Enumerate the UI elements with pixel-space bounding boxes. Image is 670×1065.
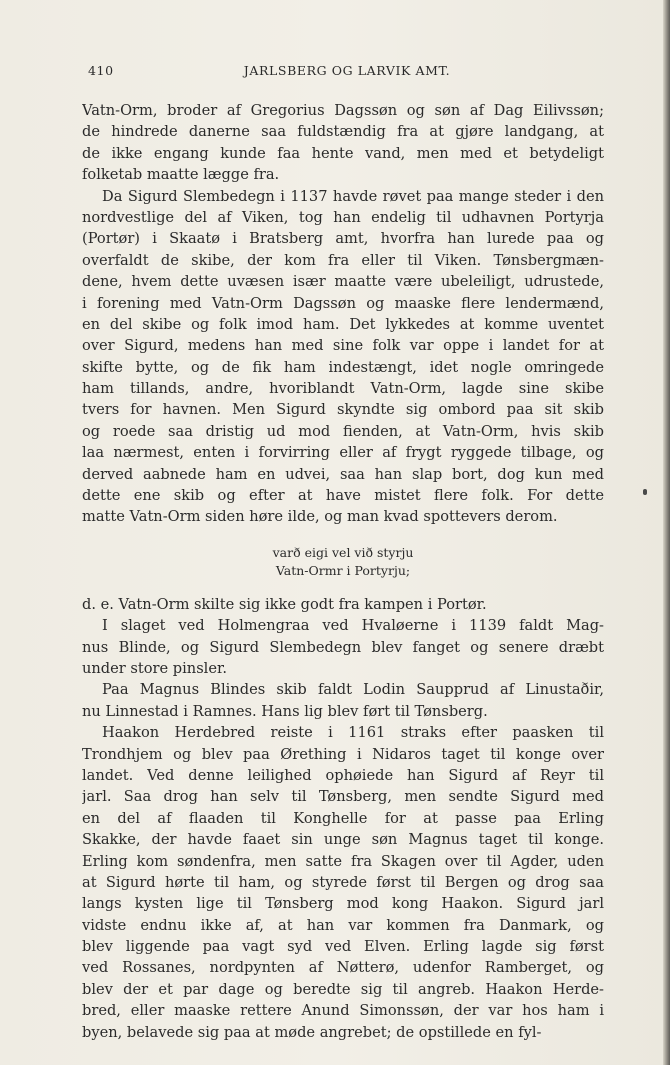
text-line: overfaldt de skibe, der kom fra eller til Viken. Tønsbergmæn- [82, 251, 604, 269]
paragraph [82, 100, 604, 186]
paragraph [82, 722, 604, 1043]
text-line: matte Vatn-Orm siden høre ilde, og man kvad spottevers derom. [82, 508, 558, 526]
text-line: nordvestlige del af Viken, tog han endelig til udhavnen Portyrja [82, 208, 604, 226]
paragraph [82, 615, 604, 679]
text-line: folketab maatte lægge fra. [82, 166, 280, 184]
page-edge [663, 0, 670, 1065]
text-line: Haakon Herdebred reiste i 1161 straks efter paasken til [102, 724, 604, 742]
text-line: Erling kom søndenfra, men satte fra Skagen over til Agder, uden [82, 852, 604, 870]
text-line: jarl. Saa drog han selv til Tønsberg, men sendte Sigurd med [82, 788, 604, 806]
text-line: derved aabnede ham en udvei, saa han slap bort, dog kun med [82, 465, 604, 483]
text-line: og roede saa dristig ud mod fienden, at Vatn-Orm, hvis skib [82, 422, 604, 440]
spacer [82, 528, 604, 544]
spacer [82, 580, 604, 594]
text-line: laa nærmest, enten i forvirring eller af frygt ryggede tilbage, og [82, 444, 604, 462]
text-line: ved Rossanes, nordpynten af Nøtterø, udenfor Ramberget, og [82, 959, 604, 977]
text-line: byen, belavede sig paa at møde angrebet; de opstillede en fyl- [82, 1023, 542, 1041]
text-line: Skakke, der havde faaet sin unge søn Magnus taget til konge. [82, 831, 604, 849]
text-line: Da Sigurd Slembedegn i 1137 havde røvet paa mange steder i den [102, 187, 604, 205]
text-line: I slaget ved Holmengraa ved Hvaløerne i 1139 faldt Mag- [102, 617, 604, 635]
text-line: over Sigurd, medens han med sine folk var oppe i landet for at [82, 337, 604, 355]
text-line: skifte bytte, og de fik ham indestængt, idet nogle omringede [82, 358, 604, 376]
margin-mark [643, 489, 647, 495]
text-line: bred, eller maaske rettere Anund Simonssøn, der var hos ham i [82, 1002, 604, 1020]
text-line: ham tillands, andre, hvoriblandt Vatn-Orm, lagde sine skibe [82, 380, 604, 398]
paragraph [82, 594, 604, 615]
text-line: dene, hvem dette uvæsen især maatte være ubeleiligt, udrustede, [82, 273, 604, 291]
text-line: blev der et par dage og beredte sig til angreb. Haakon Herde- [82, 980, 604, 998]
text-line: nus Blinde, og Sigurd Slembedegn blev fanget og senere dræbt [82, 638, 604, 656]
text-line: d. e. Vatn-Orm skilte sig ikke godt fra kampen i Portør. [82, 595, 487, 613]
text-line: Vatn-Orm, broder af Gregorius Dagssøn og søn af Dag Eilivssøn; [82, 102, 604, 119]
text-line: nu Linnestad i Ramnes. Hans lig blev ført til Tønsberg. [82, 702, 488, 720]
text-line: Trondhjem og blev paa Ørething i Nidaros taget til konge over [82, 745, 604, 763]
text-line: dette ene skib og efter at have mistet flere folk. For dette [82, 487, 604, 505]
text-line: Paa Magnus Blindes skib faldt Lodin Saupprud af Linustaðir, [102, 681, 604, 699]
text-line: vidste endnu ikke af, at han var kommen fra Danmark, og [82, 916, 604, 934]
text-line: en del af flaaden til Konghelle for at passe paa Erling [82, 809, 604, 827]
text-line: at Sigurd hørte til ham, og styrede først til Bergen og drog saa [82, 873, 604, 891]
verse-line: varð eigi vel við styrju [272, 544, 414, 560]
text-line: langs kysten lige til Tønsberg mod kong Haakon. Sigurd jarl [82, 895, 604, 913]
text-line: en del skibe og folk imod ham. Det lykkedes at komme uventet [82, 315, 604, 333]
page-number: 410 [88, 63, 114, 78]
paragraph [82, 186, 604, 528]
verse-quote [82, 544, 604, 580]
text-line: tvers for havnen. Men Sigurd skyndte sig ombord paa sit skib [82, 401, 604, 419]
body-text [82, 100, 604, 1043]
text-line: (Portør) i Skaatø i Bratsberg amt, hvorfra han lurede paa og [82, 230, 604, 248]
paragraph [82, 679, 604, 722]
running-title: JARLSBERG OG LARVIK AMT. [243, 63, 451, 78]
text-line: i forening med Vatn-Orm Dagssøn og maaske flere lendermænd, [82, 294, 604, 312]
text-line: landet. Ved denne leilighed ophøiede han Sigurd af Reyr til [82, 766, 604, 784]
text-line: de ikke engang kunde faa hente vand, men med et betydeligt [82, 144, 604, 162]
text-line: blev liggende paa vagt syd ved Elven. Erling lagde sig først [82, 938, 604, 956]
page-header [88, 63, 606, 83]
text-line: under store pinsler. [82, 659, 227, 677]
verse-line: Vatn-Ormr i Portyrju; [275, 562, 411, 578]
text-line: de hindrede danerne saa fuldstændig fra at gjøre landgang, at [82, 123, 604, 141]
